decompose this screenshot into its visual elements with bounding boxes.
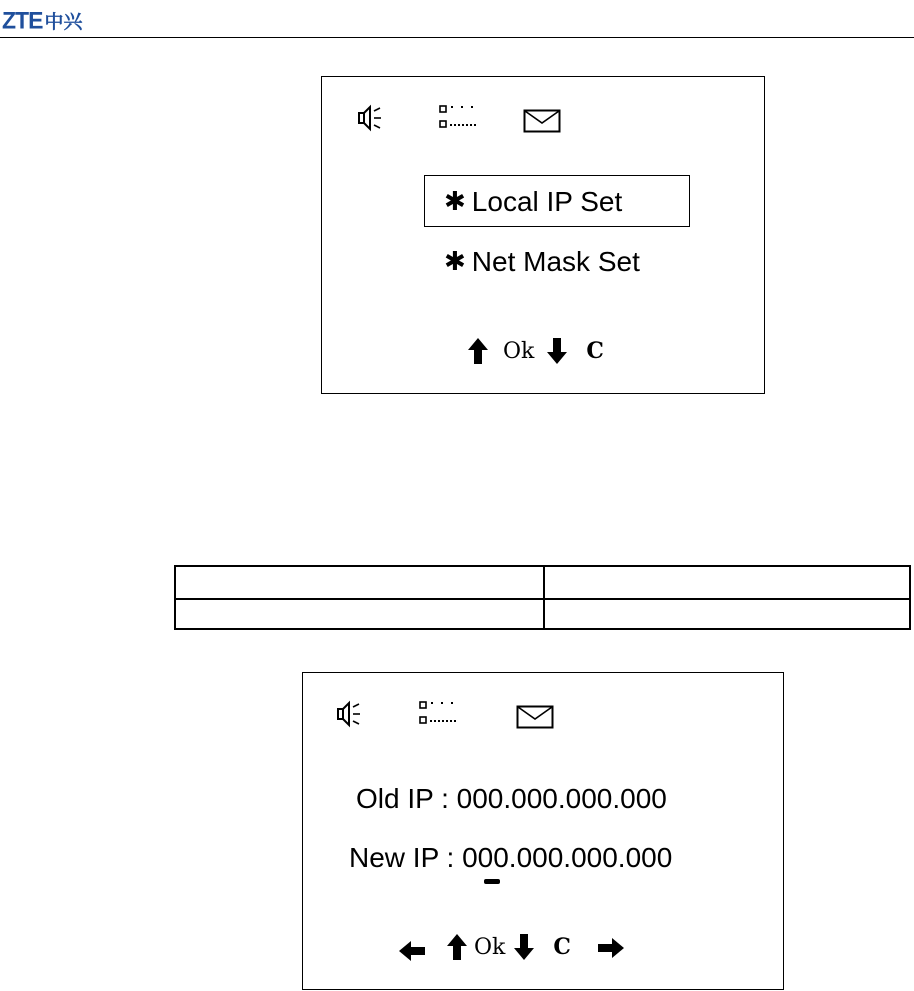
menu-list-icon xyxy=(439,104,477,130)
ok-softkey[interactable]: Ok xyxy=(474,934,506,960)
envelope-icon xyxy=(516,705,554,729)
menu-item-local-ip-set[interactable] xyxy=(444,181,622,223)
arrow-up-icon[interactable] xyxy=(467,337,489,365)
softkey-bar xyxy=(467,335,604,367)
logo-latin-text: ZTE xyxy=(2,5,43,34)
logo-cjk-text: 中兴 xyxy=(44,10,83,33)
text-cursor xyxy=(484,879,500,884)
softkey-bar xyxy=(398,931,625,963)
arrow-down-icon[interactable] xyxy=(546,337,568,365)
table-row xyxy=(176,600,909,631)
ok-softkey[interactable]: Ok xyxy=(503,338,535,364)
menu-item-label: Local IP Set xyxy=(471,186,623,217)
arrow-right-icon[interactable] xyxy=(597,937,625,959)
blank-table xyxy=(174,565,911,630)
envelope-icon xyxy=(523,109,561,133)
speaker-icon xyxy=(335,700,361,728)
header-divider xyxy=(0,37,914,38)
menu-list-icon xyxy=(419,700,457,726)
asterisk-icon: ✱ xyxy=(444,247,466,277)
new-ip-input[interactable]: New IP : 000.000.000.000 xyxy=(349,842,673,873)
table-row xyxy=(176,567,909,598)
phone-screen-menu xyxy=(321,76,765,394)
zte-logo xyxy=(2,6,82,34)
arrow-left-icon[interactable] xyxy=(398,940,426,962)
arrow-down-icon[interactable] xyxy=(513,933,535,961)
menu-item-net-mask-set[interactable] xyxy=(444,241,640,283)
phone-screen-ip-entry xyxy=(302,672,784,990)
arrow-up-icon[interactable] xyxy=(446,933,468,961)
cancel-softkey[interactable]: C xyxy=(586,338,604,364)
menu-item-label: Net Mask Set xyxy=(471,246,640,277)
asterisk-icon: ✱ xyxy=(444,187,466,217)
cancel-softkey[interactable]: C xyxy=(553,934,571,960)
old-ip-readout: Old IP : 000.000.000.000 xyxy=(356,783,667,814)
speaker-icon xyxy=(356,104,382,132)
